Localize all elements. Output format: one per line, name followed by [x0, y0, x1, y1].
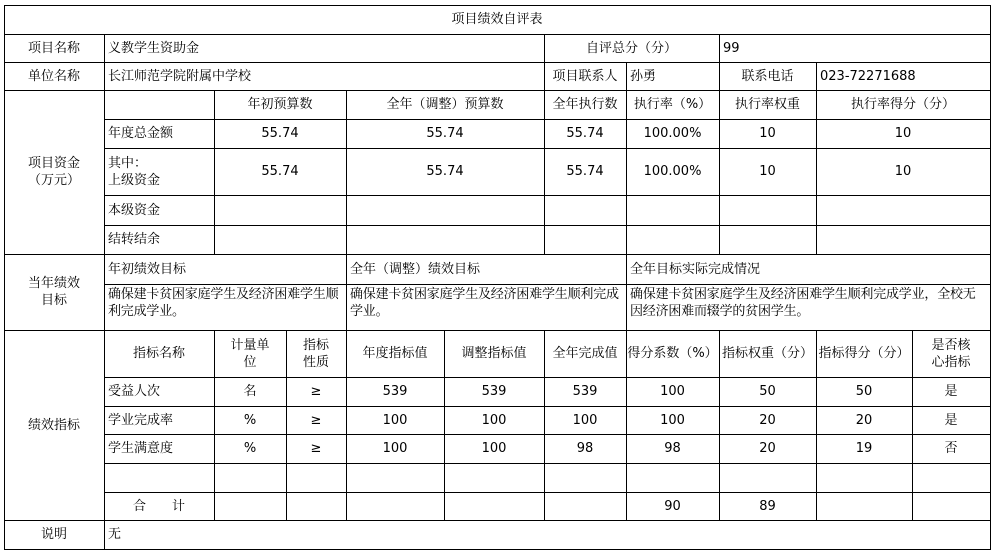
indicator-cell	[626, 434, 719, 463]
funds-cell-text: 55.74	[426, 164, 464, 179]
indicator-cell	[286, 434, 346, 463]
funds-header-0-text: 年初预算数	[247, 97, 313, 112]
grid-line	[286, 330, 287, 521]
funds-cell	[346, 148, 544, 195]
indicators-header-6-text: 得分系数（%）	[627, 346, 718, 361]
goals-value-0-text: 确保建卡贫困家庭学生及经济困难学生顺利完成学业。	[108, 287, 339, 319]
indicators-header-2-text: 指标性质	[302, 337, 329, 370]
funds-cell-text: 10	[759, 164, 776, 179]
indicator-cell-text: 98	[576, 441, 594, 456]
grid-line	[544, 90, 545, 255]
indicator-cell-text: 19	[855, 441, 873, 456]
indicators-header-5	[544, 330, 626, 377]
funds-header-4	[719, 90, 816, 119]
funds-cell-text: 10	[894, 126, 912, 141]
grid-line	[214, 330, 215, 521]
grid-line	[626, 90, 627, 255]
funds-row-label	[104, 119, 214, 148]
indicator-cell-text: ≥	[310, 384, 322, 399]
funds-cell	[346, 119, 544, 148]
funds-cell-text: 100.00%	[643, 164, 702, 179]
notes-value	[104, 520, 990, 549]
indicator-name-text: 受益人次	[108, 384, 161, 399]
funds-cell	[626, 225, 719, 254]
funds-cell-text: 55.74	[261, 126, 299, 141]
indicator-cell	[214, 434, 286, 463]
indicators-total-score	[719, 492, 816, 520]
project-name-label	[4, 34, 104, 62]
indicators-header-6	[626, 330, 719, 377]
indicator-cell-text: 50	[855, 384, 873, 399]
funds-header-3	[626, 90, 719, 119]
funds-header-5-text: 执行率得分（分）	[850, 97, 955, 112]
indicators-header-4	[444, 330, 544, 377]
border-left	[4, 5, 5, 550]
grid-line	[104, 406, 991, 407]
indicator-cell	[626, 463, 719, 492]
grid-line	[104, 492, 991, 493]
indicator-cell-text: 98	[664, 441, 681, 456]
indicators-header-8-text: 指标得分（分）	[818, 346, 910, 361]
indicators-header-0	[104, 330, 214, 377]
indicator-cell	[912, 377, 990, 406]
funds-cell	[214, 119, 346, 148]
goals-header-2-text: 全年目标实际完成情况	[630, 261, 761, 277]
goals-section-label-text: 当年绩效目标	[27, 276, 80, 308]
total-score-label-text: 自评总分（分）	[585, 40, 677, 56]
grid-line	[544, 330, 545, 521]
funds-cell	[544, 148, 626, 195]
funds-header-0	[214, 90, 346, 119]
funds-header-5	[816, 90, 990, 119]
indicators-header-1-text: 计量单位	[230, 337, 270, 370]
grid-line	[4, 34, 991, 35]
funds-header-1	[346, 90, 544, 119]
funds-cell	[719, 119, 816, 148]
goals-value-2	[626, 284, 990, 330]
indicator-cell-text: %	[243, 441, 257, 456]
indicator-name	[104, 377, 214, 406]
funds-row-label	[104, 195, 214, 225]
funds-cell	[214, 195, 346, 225]
indicator-cell	[719, 434, 816, 463]
indicators-header-9-text: 是否核心指标	[931, 337, 971, 370]
funds-cell-text: 55.74	[566, 126, 604, 141]
indicator-name	[104, 406, 214, 434]
indicator-cell-text: 100	[660, 412, 685, 428]
funds-cell	[346, 225, 544, 254]
indicator-cell	[816, 463, 912, 492]
indicator-cell	[912, 434, 990, 463]
indicator-cell	[912, 463, 990, 492]
indicator-cell	[816, 406, 912, 434]
grid-line	[444, 330, 445, 521]
unit-name-value-text: 长江师范学院附属中学校	[108, 68, 252, 84]
indicators-header-1	[214, 330, 286, 377]
grid-line	[104, 225, 991, 226]
funds-header-2	[544, 90, 626, 119]
grid-line	[4, 62, 991, 63]
contact-label	[544, 62, 626, 90]
goals-value-1	[346, 284, 626, 330]
indicator-cell-text: 539	[481, 384, 507, 399]
phone-value-text: 023-72271688	[820, 68, 916, 84]
funds-section-label	[4, 90, 104, 254]
indicator-cell	[719, 463, 816, 492]
grid-line	[104, 195, 991, 196]
funds-cell	[816, 195, 990, 225]
table-title-text: 项目绩效自评表	[451, 12, 543, 27]
project-name-value	[104, 34, 544, 62]
grid-line	[4, 90, 991, 91]
indicators-total-score-text: 89	[759, 498, 776, 514]
indicators-header-8	[816, 330, 912, 377]
indicator-cell-text: 539	[572, 384, 598, 399]
grid-line	[719, 90, 720, 255]
grid-line	[104, 34, 105, 550]
phone-value	[816, 62, 990, 90]
table-title	[4, 5, 990, 34]
unit-name-value	[104, 62, 544, 90]
funds-header-4-text: 执行率权重	[734, 97, 800, 112]
indicator-cell	[346, 434, 444, 463]
indicators-total-weight-text: 90	[664, 498, 681, 514]
indicator-cell	[286, 463, 346, 492]
indicator-name	[104, 434, 214, 463]
indicator-cell-text: 539	[382, 384, 408, 399]
indicators-header-0-text: 指标名称	[132, 346, 185, 361]
indicator-cell-text: 20	[759, 441, 776, 456]
indicator-cell-text: 100	[572, 412, 598, 428]
indicator-cell-text: 100	[481, 412, 507, 428]
goals-header-1-text: 全年（调整）绩效目标	[350, 261, 481, 277]
funds-cell	[544, 225, 626, 254]
unit-name-label	[4, 62, 104, 90]
indicator-cell-text: 50	[759, 384, 776, 399]
funds-cell	[719, 195, 816, 225]
indicator-cell	[544, 463, 626, 492]
indicator-cell-text: 20	[759, 412, 776, 428]
indicator-cell-text: 是	[944, 412, 958, 428]
indicators-header-2	[286, 330, 346, 377]
contact-label-text: 项目联系人	[552, 68, 618, 84]
indicator-cell	[346, 463, 444, 492]
indicator-cell	[719, 377, 816, 406]
indicator-cell	[444, 406, 544, 434]
grid-line	[4, 254, 991, 255]
indicator-cell	[444, 377, 544, 406]
indicator-cell	[286, 377, 346, 406]
total-score-value	[719, 34, 990, 62]
phone-label	[719, 62, 816, 90]
unit-name-label-text: 单位名称	[27, 68, 80, 84]
funds-cell	[626, 148, 719, 195]
grid-line	[719, 34, 720, 91]
indicator-cell	[214, 406, 286, 434]
funds-cell	[719, 225, 816, 254]
indicator-cell	[286, 406, 346, 434]
indicators-header-4-text: 调整指标值	[461, 346, 527, 361]
indicators-header-5-text: 全年完成值	[552, 346, 618, 361]
indicators-header-9	[912, 330, 990, 377]
total-score-label	[544, 34, 719, 62]
indicator-cell-text: 100	[660, 384, 685, 399]
indicator-cell	[816, 377, 912, 406]
border-right	[990, 5, 991, 550]
grid-line	[346, 330, 347, 521]
goals-header-0	[104, 254, 346, 284]
funds-header-1-text: 全年（调整）预算数	[386, 97, 504, 112]
goals-value-0	[104, 284, 346, 330]
funds-cell	[626, 195, 719, 225]
indicator-cell-text: 名	[243, 384, 257, 399]
grid-line	[104, 148, 991, 149]
indicators-header-7-text: 指标权重（分）	[721, 346, 813, 361]
grid-line	[104, 434, 991, 435]
goals-value-1-text: 确保建卡贫困家庭学生及经济困难学生顺利完成学业。	[350, 287, 619, 319]
project-name-label-text: 项目名称	[27, 40, 80, 56]
indicators-total-label	[104, 492, 214, 520]
indicators-header-3	[346, 330, 444, 377]
funds-cell	[816, 225, 990, 254]
indicator-cell	[626, 377, 719, 406]
goals-header-0-text: 年初绩效目标	[108, 261, 187, 277]
contact-value	[626, 62, 719, 90]
funds-cell-text: 55.74	[426, 126, 464, 141]
indicator-cell	[444, 434, 544, 463]
project-name-value-text: 义教学生资助金	[108, 40, 200, 56]
funds-cell-text: 10	[759, 126, 776, 141]
indicator-cell	[544, 406, 626, 434]
grid-line	[816, 90, 817, 255]
goals-header-2	[626, 254, 990, 284]
funds-cell	[346, 195, 544, 225]
indicators-section-label	[4, 330, 104, 520]
indicator-cell	[719, 406, 816, 434]
funds-cell	[626, 119, 719, 148]
indicators-header-7	[719, 330, 816, 377]
funds-row-label	[104, 225, 214, 254]
funds-section-label-text: 项目资金（万元）	[27, 156, 80, 188]
funds-cell-text: 10	[894, 164, 912, 179]
indicator-cell	[816, 434, 912, 463]
indicator-cell	[912, 406, 990, 434]
grid-line	[104, 463, 991, 464]
indicator-cell-text: 20	[855, 412, 873, 428]
indicator-cell	[544, 434, 626, 463]
grid-line	[346, 254, 347, 331]
indicator-cell	[626, 406, 719, 434]
funds-header-2-text: 全年执行数	[552, 97, 618, 112]
indicator-name	[104, 463, 214, 492]
indicators-header-3-text: 年度指标值	[362, 346, 428, 361]
indicator-cell-text: %	[243, 412, 257, 428]
indicator-cell	[444, 463, 544, 492]
indicator-cell-text: 100	[382, 441, 408, 456]
funds-cell	[816, 119, 990, 148]
goals-section-label	[4, 254, 104, 330]
grid-line	[626, 62, 627, 91]
grid-line	[626, 254, 627, 331]
indicator-name-text: 学生满意度	[108, 441, 174, 456]
indicator-cell	[346, 406, 444, 434]
funds-row-label-text: 其中： 上级资金	[108, 155, 161, 188]
funds-cell	[816, 148, 990, 195]
grid-line	[544, 34, 545, 91]
goals-header-1	[346, 254, 626, 284]
indicator-cell	[214, 377, 286, 406]
funds-cell-text: 55.74	[566, 164, 604, 179]
funds-cell-text: 55.74	[261, 164, 299, 179]
border-bottom	[4, 549, 991, 550]
grid-line	[104, 377, 991, 378]
funds-row-label-text: 本级资金	[108, 202, 161, 218]
funds-cell-text: 100.00%	[643, 126, 702, 141]
funds-cell	[544, 195, 626, 225]
phone-label-text: 联系电话	[741, 68, 794, 84]
total-score-value-text: 99	[723, 40, 740, 56]
grid-line	[104, 284, 991, 285]
grid-line	[626, 330, 627, 521]
grid-line	[719, 330, 720, 521]
grid-line	[816, 330, 817, 521]
funds-row-label-text: 结转结余	[108, 232, 161, 247]
indicators-section-label-text: 绩效指标	[27, 417, 80, 433]
indicator-cell	[346, 377, 444, 406]
indicator-cell-text: 100	[481, 441, 507, 456]
grid-line	[214, 90, 215, 255]
notes-label-text: 说明	[40, 527, 67, 542]
funds-row-label	[104, 148, 214, 195]
indicators-total-weight	[626, 492, 719, 520]
indicator-cell	[214, 463, 286, 492]
indicators-total-label-text: 合 计	[132, 498, 185, 514]
indicator-cell-text: ≥	[310, 412, 322, 428]
grid-line	[4, 330, 991, 331]
grid-line	[912, 330, 913, 521]
indicator-cell	[544, 377, 626, 406]
indicator-cell-text: 100	[382, 412, 408, 428]
funds-cell	[214, 148, 346, 195]
goals-value-2-text: 确保建卡贫困家庭学生及经济困难学生顺利完成学业，全校无因经济困难而辍学的贫困学生。	[630, 287, 976, 319]
indicator-cell-text: ≥	[310, 441, 322, 456]
funds-cell	[544, 119, 626, 148]
border-top	[4, 5, 991, 6]
notes-value-text: 无	[108, 527, 122, 542]
notes-label	[4, 520, 104, 549]
grid-line	[346, 90, 347, 255]
indicator-name-text: 学业完成率	[108, 412, 174, 428]
grid-line	[104, 119, 991, 120]
funds-row-label-text: 年度总金额	[108, 126, 174, 141]
indicator-cell-text: 是	[944, 384, 958, 399]
funds-cell	[214, 225, 346, 254]
grid-line	[816, 62, 817, 91]
contact-value-text: 孙勇	[630, 68, 657, 84]
funds-cell	[719, 148, 816, 195]
funds-header-3-text: 执行率（%）	[633, 97, 712, 112]
indicator-cell-text: 否	[944, 441, 958, 456]
grid-line	[4, 520, 991, 521]
